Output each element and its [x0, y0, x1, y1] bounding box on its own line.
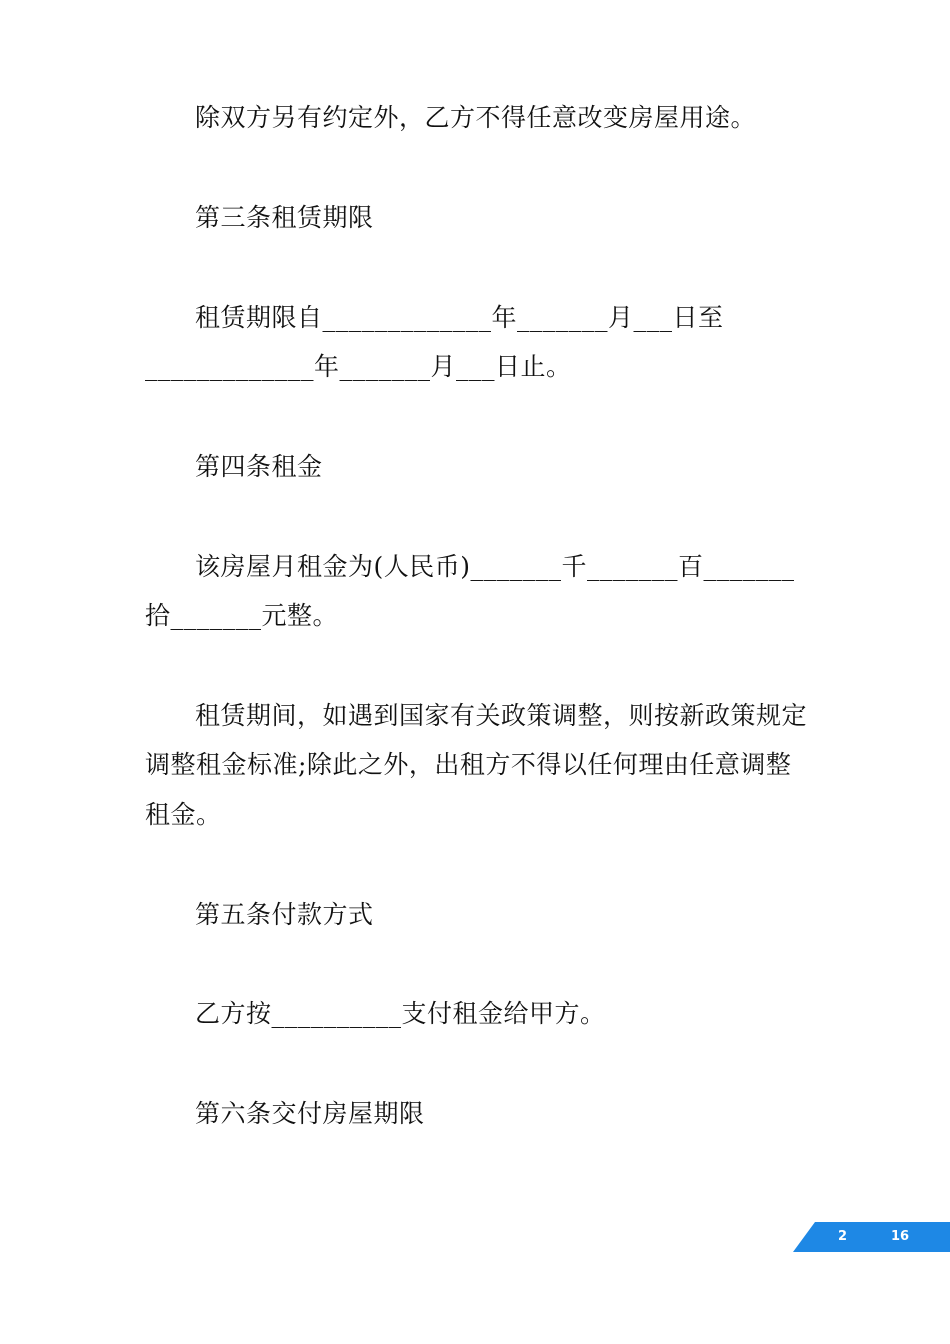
paragraph-rent-adjustment-line-2: 调整租金标准;除此之外，出租方不得以任何理由任意调整	[145, 750, 792, 779]
heading-article-6: 第六条交付房屋期限	[195, 1099, 425, 1128]
paragraph-rent-amount-line-2: 拾_______元整。	[145, 601, 339, 630]
paragraph-payment-method: 乙方按__________支付租金给甲方。	[195, 999, 606, 1028]
paragraph-lease-term-line-1: 租赁期限自_____________年_______月___日至	[195, 303, 724, 332]
current-page-number: 2	[838, 1229, 848, 1244]
page-badge-shape	[793, 1222, 950, 1252]
paragraph-rent-amount-line-1: 该房屋月租金为(人民币)_______千_______百_______	[195, 552, 795, 581]
heading-article-5: 第五条付款方式	[195, 900, 374, 929]
paragraph-rent-adjustment-line-1: 租赁期间，如遇到国家有关政策调整，则按新政策规定	[195, 701, 808, 730]
page-number-badge	[793, 1222, 950, 1252]
paragraph-lease-term-line-2: _____________年_______月___日止。	[145, 352, 572, 381]
heading-article-4: 第四条租金	[195, 452, 323, 481]
paragraph-usage-restriction: 除双方另有约定外，乙方不得任意改变房屋用途。	[195, 103, 757, 132]
heading-article-3: 第三条租赁期限	[195, 203, 374, 232]
total-page-count: 16	[891, 1229, 910, 1244]
paragraph-rent-adjustment-line-3: 租金。	[145, 800, 222, 829]
